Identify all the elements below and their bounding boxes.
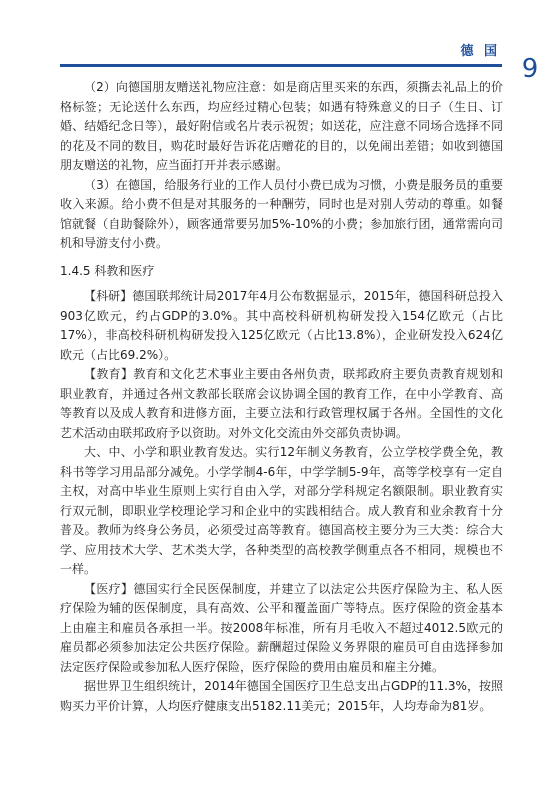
paragraph-education: 【教育】教育和文化艺术事业主要由各州负责，联邦政府主要负责教育规划和职业教育，并通过各州文教部长联席会议协调全国的教育工作，在中小学教育、高等教育以及成人教育和进修方面，主要立法和行政管理权属于各州。全国性的文化艺术活动由联邦政府予以资助。对外文化交流由外交部负责协调。 — [60, 367, 503, 440]
paragraph-research: 【科研】德国联邦统计局2017年4月公布数据显示，2015年，德国科研总投入903亿欧元，约占GDP的3.0%。其中高校科研机构研发投入154亿欧元（占比17%），非高校科研机构研发投入125亿欧元（占比13.8%），企业研发投入624亿欧元（占比69.2%）。 — [60, 289, 503, 362]
section-heading: 1.4.5 科教和医疗 — [60, 263, 155, 278]
header-divider — [60, 64, 502, 67]
paragraph-health-stats: 据世界卫生组织统计，2014年德国全国医疗卫生总支出占GDP的11.3%，按照购买力平价计算，人均医疗健康支出5182.11美元；2015年，人均寿命为81岁。 — [60, 679, 503, 713]
running-header-title: 德 国 — [460, 44, 500, 59]
paragraph-healthcare: 【医疗】德国实行全民医保制度，并建立了以法定公共医疗保险为主、私人医疗保险为辅的医保制度，具有高效、公平和覆盖面广等特点。医疗保险的资金基本上由雇主和雇员各承担一半。按2008年标准，所有月毛收入不超过4012.5欧元的雇员都必须参加法定公共医疗保险。薪酬超过保险义务界限的雇员可自由选择参加法定医疗保险或参加私人医疗保险，医疗保险的费用由雇员和雇主分摊。 — [60, 581, 503, 674]
paragraph-tipping: （3）在德国，给服务行业的工作人员付小费已成为习惯，小费是服务员的重要收入来源。给小费不但是对其服务的一种酬劳，同时也是对别人劳动的尊重。如餐馆就餐（自助餐除外），顾客通常要另加5%-10%的小费；参加旅行团，通常需向司机和导游支付小费。 — [60, 177, 503, 250]
paragraph-schooling: 大、中、小学和职业教育发达。实行12年制义务教育，公立学校学费全免，教科书等学习用品部分减免。小学学制4-6年，中学学制5-9年，高等学校享有一定自主权，对高中毕业生原则上实行自由入学，对部分学科规定名额限制。职业教育实行双元制，即职业学校理论学习和企业中的实践相结合。成人教育和业余教育十分普及。教师为终身公务员，必须受过高等教育。德国高校主要分为三大类：综合大学、应用技术大学、艺术类大学，各种类型的高校教学侧重点各不相同，规模也不一样。 — [60, 445, 503, 576]
page-number: 9 — [521, 54, 539, 84]
page-body — [60, 78, 503, 716]
paragraph-gift-etiquette: （2）向德国朋友赠送礼物应注意：如是商店里买来的东西，须撕去礼品上的价格标签；无论送什么东西，均应经过精心包装；如遇有特殊意义的日子（生日、订婚、结婚纪念日等），最好附信或名片表示祝贺；如送花，应注意不同场合选择不同的花及不同的数目，购花时最好告诉花店赠花的目的，以免闹出差错；如收到德国朋友赠送的礼物，应当面打开并表示感谢。 — [60, 80, 503, 172]
